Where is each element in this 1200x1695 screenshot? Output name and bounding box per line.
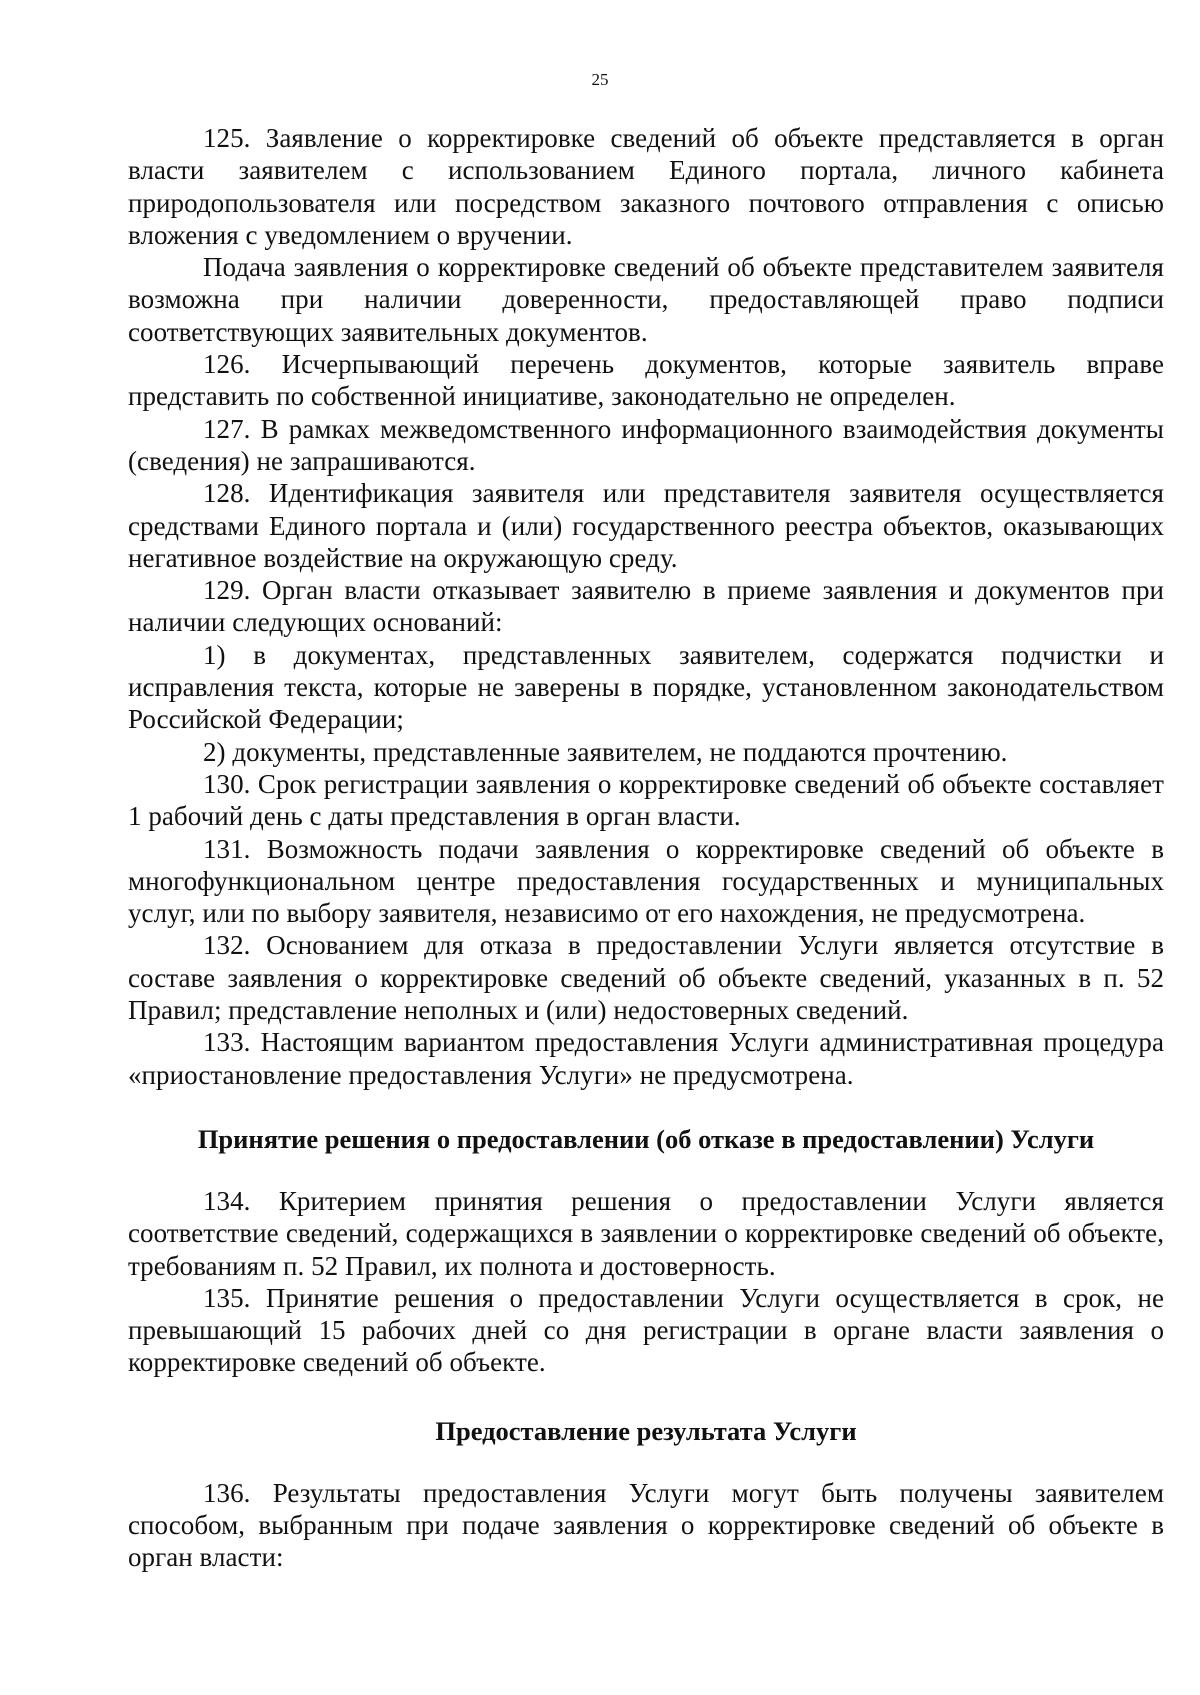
page-number: 25: [591, 70, 609, 89]
paragraph-136: 136. Результаты предоставления Услуги могут быть получены заявителем способом, выбранным при подаче заявления о корректировке сведений об объекте в орган власти:: [128, 1477, 1164, 1573]
paragraph-134: 134. Критерием принятия решения о предоставлении Услуги является соответствие сведений, содержащихся в заявлении о корректировке сведений об объекте, требованиям п. 52 Правил, их полнота и достоверность.: [128, 1185, 1164, 1281]
paragraph-130: 130. Срок регистрации заявления о корректировке сведений об объекте составляет 1 рабочий день с даты представления в орган власти.: [128, 768, 1164, 832]
document-body: [128, 122, 1164, 1574]
paragraph-127: 127. В рамках межведомственного информационного взаимодействия документы (сведения) не запрашиваются.: [128, 413, 1164, 476]
section-heading-result: Предоставление результата Услуги: [435, 1415, 857, 1446]
paragraph-132: 132. Основанием для отказа в предоставлении Услуги является отсутствие в составе заявления о корректировке сведений об объекте сведений, указанных в п. 52 Правил; представление неполных и (или) недостоверных сведений.: [128, 930, 1164, 1026]
paragraph-129-item-1: 1) в документах, представленных заявителем, содержатся подчистки и исправления текста, которые не заверены в порядке, установленном законодательством Российской Федерации;: [128, 639, 1164, 735]
paragraph-131: 131. Возможность подачи заявления о корректировке сведений об объекте в многофункциональном центре предоставления государственных и муниципальных услуг, или по выбору заявителя, независимо от его нахождения, не предусмотрена.: [128, 833, 1164, 929]
section-heading-decision: Принятие решения о предоставлении (об отказе в предоставлении) Услуги: [197, 1123, 1095, 1154]
paragraph-125: 125. Заявление о корректировке сведений об объекте представляется в орган власти заявителем с использованием Единого портала, личного кабинета природопользователя или посредством заказного почтового отправления с описью вложения с уведомлением о вручении.: [128, 123, 1164, 250]
paragraph-129: 129. Орган власти отказывает заявителю в приеме заявления и документов при наличии следующих оснований:: [128, 575, 1164, 638]
paragraph-135: 135. Принятие решения о предоставлении Услуги осуществляется в срок, не превышающий 15 рабочих дней со дня регистрации в органе власти заявления о корректировке сведений об объекте.: [128, 1282, 1164, 1378]
paragraph-126: 126. Исчерпывающий перечень документов, которые заявитель вправе представить по собственной инициативе, законодательно не определен.: [128, 349, 1164, 412]
paragraph-129-item-2: 2) документы, представленные заявителем, не поддаются прочтению.: [203, 736, 1008, 767]
paragraph-128: 128. Идентификация заявителя или представителя заявителя осуществляется средствами Единого портала и (или) государственного реестра объектов, оказывающих негативное воздействие на окружающую среду.: [128, 478, 1164, 573]
paragraph-125-representative: Подача заявления о корректировке сведений об объекте представителем заявителя возможна при наличии доверенности, предоставляющей право подписи соответствующих заявительных документов.: [128, 252, 1164, 347]
paragraph-133: 133. Настоящим вариантом предоставления Услуги административная процедура «приостановление предоставления Услуги» не предусмотрена.: [128, 1027, 1164, 1090]
